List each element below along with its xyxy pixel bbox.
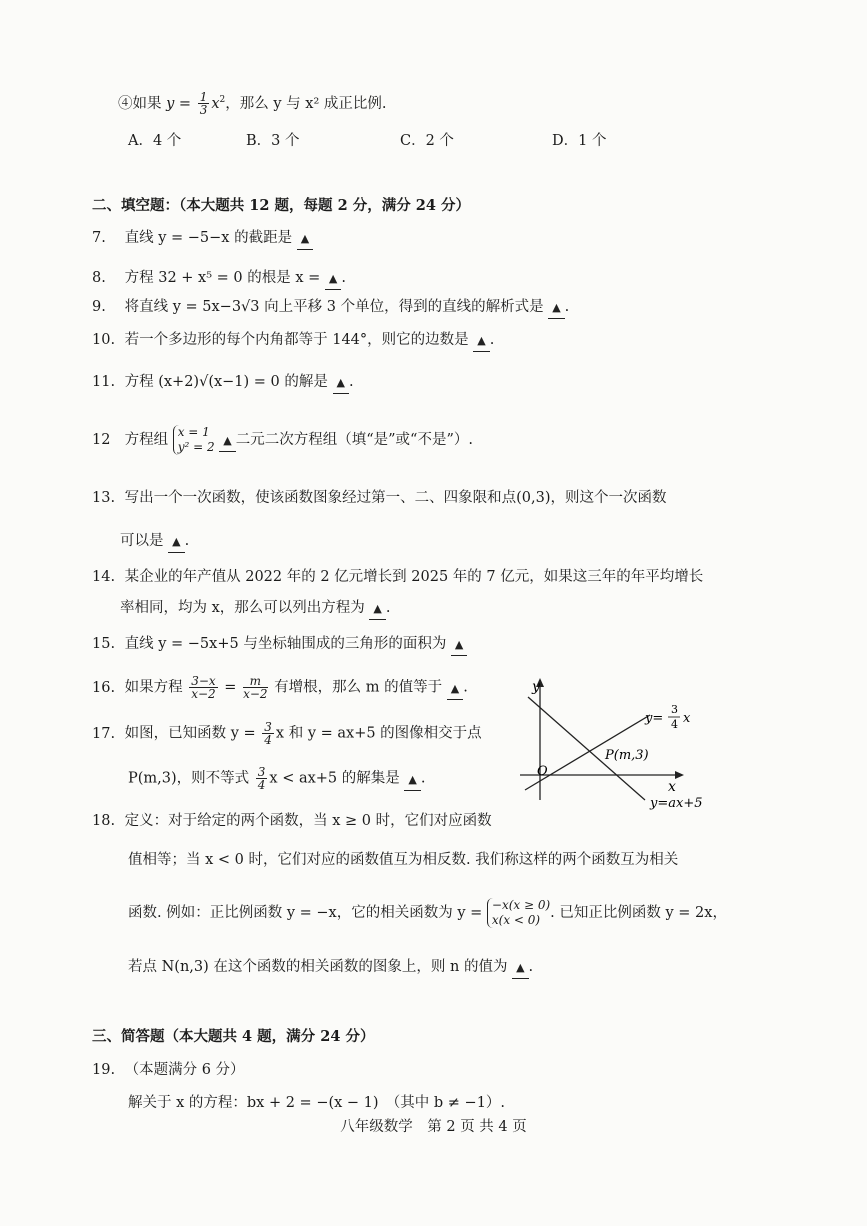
q13-answer-blank: ▲ xyxy=(168,532,184,553)
q15-answer-blank: ▲ xyxy=(451,635,467,656)
q15-text: 直线 y = −5x+5 与坐标轴围成的三角形的面积为 xyxy=(124,636,447,652)
q9-text: 将直线 y = 5x−3√3 向上平移 3 个单位，得到的直线的解析式是 xyxy=(124,299,544,315)
q17-period: . xyxy=(420,770,426,787)
option-d: D．1 个 xyxy=(552,133,607,149)
q12-answer-blank: ▲ xyxy=(219,431,235,452)
question-13-line1 xyxy=(92,488,666,508)
q17-fraction-2 xyxy=(256,766,268,791)
q18-piecewise xyxy=(487,898,550,928)
q14-text: 某企业的年产值从 2022 年的 2 亿元增长到 2025 年的 7 亿元，如果这三年的年平均增长 xyxy=(124,569,704,585)
q16-fraction-left xyxy=(189,675,217,700)
question-9 xyxy=(92,297,569,319)
q11-answer-blank: ▲ xyxy=(333,373,349,394)
question-19-line2: 解关于 x 的方程：bx + 2 = −(x − 1) （其中 b ≠ −1）. xyxy=(128,1095,506,1111)
q11-number: 11. xyxy=(92,374,116,390)
q16-answer-blank: ▲ xyxy=(447,679,463,700)
q12-number: 12 xyxy=(92,432,111,448)
line1-frac-num: 3 xyxy=(671,703,678,716)
q17-f2-den: 4 xyxy=(257,778,266,792)
q17-number: 17. xyxy=(92,725,116,742)
question-18-line3 xyxy=(128,898,727,928)
q19-number: 19. xyxy=(92,1062,116,1078)
q7-number: 7. xyxy=(92,230,106,246)
q9-period: . xyxy=(564,299,570,315)
question-16 xyxy=(92,675,468,700)
function-graph xyxy=(510,675,725,815)
line1-frac-den: 4 xyxy=(671,718,678,731)
q16-fraction-right xyxy=(243,675,267,700)
line2-label: y=ax+5 xyxy=(650,796,703,811)
point-p-label: P(m,3) xyxy=(605,748,649,763)
statement-4: ④如果 y = $\frac{1}{3}$ $x^2$，那么 y 与 x² 成正比例. xyxy=(118,90,387,118)
q13-text-2: 可以是 xyxy=(120,533,164,549)
question-18-line1 xyxy=(92,811,492,831)
q18-text-3a: 函数. 例如：正比例函数 y = −x，它的相关函数为 y = xyxy=(128,905,483,921)
q18-period: . xyxy=(528,959,534,975)
q12-text: 方程组 xyxy=(124,432,169,448)
line1-label: y= xyxy=(645,711,664,726)
q17-f2-num: 3 xyxy=(257,765,266,779)
q18-text-3b: . 已知正比例函数 y = 2x， xyxy=(550,905,727,921)
q8-text: 方程 32 + x⁵ = 0 的根是 x = xyxy=(124,270,321,286)
q16-text: 如果方程 xyxy=(124,679,183,696)
q12-eq1: x = 1 xyxy=(177,425,210,439)
x-axis-arrow xyxy=(675,771,684,779)
page-footer: 八年级数学 第 2 页 共 4 页 xyxy=(340,1119,527,1135)
question-15 xyxy=(92,634,467,656)
q10-text: 若一个多边形的每个内角都等于 144°，则它的边数是 xyxy=(124,332,469,348)
q17-text-d: x < ax+5 的解集是 xyxy=(269,770,400,787)
question-12 xyxy=(92,425,473,455)
option-c: C．2 个 xyxy=(400,133,454,149)
q16-f2-num: m xyxy=(243,675,267,688)
question-10 xyxy=(92,330,494,352)
question-19 xyxy=(92,1060,245,1080)
y-axis-label: y xyxy=(532,679,540,695)
q10-period: . xyxy=(489,332,495,348)
q17-text-c: P(m,3)，则不等式 xyxy=(128,770,250,787)
q18-case1: −x(x ≥ 0) xyxy=(491,898,551,912)
option-b: B．3 个 xyxy=(246,133,300,149)
statement-4-prefix: ④如果 xyxy=(118,95,162,112)
q16-f1-den: x−2 xyxy=(191,687,216,701)
statement-4-suffix: ，那么 y 与 x² 成正比例. xyxy=(225,95,387,112)
q17-fraction xyxy=(262,721,274,746)
q17-text-a: 如图，已知函数 y = xyxy=(124,725,256,742)
q17-f-den: 4 xyxy=(264,733,272,747)
q16-period: . xyxy=(463,679,468,696)
q8-period: . xyxy=(341,270,346,286)
q8-number: 8. xyxy=(92,270,106,286)
q13-text: 写出一个一次函数，使该函数图象经过第一、二、四象限和点(0,3)，则这个一次函数 xyxy=(124,490,667,506)
option-a: A．4 个 xyxy=(128,133,182,149)
q7-answer-blank: ▲ xyxy=(297,229,313,250)
q12-equation-system xyxy=(173,425,215,455)
q18-case2: x(x < 0) xyxy=(491,913,541,927)
q11-text: 方程 (x+2)√(x−1) = 0 的解是 xyxy=(124,374,328,390)
q18-text-1: 定义：对于给定的两个函数，当 x ≥ 0 时，它们对应函数 xyxy=(124,813,492,829)
q11-period: . xyxy=(348,374,354,390)
question-14-line1 xyxy=(92,567,703,587)
q9-number: 9. xyxy=(92,299,106,315)
question-17-line2 xyxy=(128,766,425,791)
q8-answer-blank: ▲ xyxy=(325,269,341,290)
q13-period: . xyxy=(184,533,190,549)
question-8 xyxy=(92,268,346,290)
question-14-line2 xyxy=(120,598,390,620)
q18-number: 18. xyxy=(92,813,116,829)
q18-text-4: 若点 N(n,3) 在这个函数的相关函数的图象上，则 n 的值为 xyxy=(128,959,508,975)
section-2-title: 二、填空题：（本大题共 12 题，每题 2 分，满分 24 分） xyxy=(92,197,470,214)
q17-text-b: x 和 y = ax+5 的图像相交于点 xyxy=(275,725,482,742)
section-3-title: 三、简答题（本大题共 4 题，满分 24 分） xyxy=(92,1028,375,1045)
q14-period: . xyxy=(385,600,391,616)
q14-answer-blank: ▲ xyxy=(369,599,385,620)
question-13-line2 xyxy=(120,531,189,553)
q12-tail: 二元二次方程组（填“是”或“不是”）. xyxy=(235,432,473,448)
question-18-line2: 值相等；当 x < 0 时，它们对应的函数值互为相反数. 我们称这样的两个函数互为相关 xyxy=(128,852,679,868)
q12-eq2: y² = 2 xyxy=(177,440,215,454)
question-11 xyxy=(92,372,354,394)
q7-text: 直线 y = −5−x 的截距是 xyxy=(124,230,293,246)
q13-number: 13. xyxy=(92,490,116,506)
q16-f1-num: 3−x xyxy=(191,674,216,688)
q17-answer-blank: ▲ xyxy=(404,770,420,791)
q16-text-2: 有增根，那么 m 的值等于 xyxy=(274,679,443,696)
q17-f-num: 3 xyxy=(264,720,272,734)
q19-score-note: （本题满分 6 分） xyxy=(124,1062,245,1078)
origin-label: O xyxy=(537,764,548,779)
question-18-line4 xyxy=(128,957,533,979)
q15-number: 15. xyxy=(92,636,116,652)
q16-f2-den: x−2 xyxy=(243,687,268,701)
q16-number: 16. xyxy=(92,679,116,696)
x-axis-label: x xyxy=(668,779,676,795)
q16-equals: = xyxy=(224,679,237,696)
line1-x: x xyxy=(683,711,691,726)
q14-text-2: 率相同，均为 x，那么可以列出方程为 xyxy=(120,600,365,616)
q14-number: 14. xyxy=(92,569,116,585)
fraction-one-third: $\frac{1}{3}$ xyxy=(199,90,208,118)
question-17-line1 xyxy=(92,721,482,746)
q10-number: 10. xyxy=(92,332,116,348)
q9-answer-blank: ▲ xyxy=(548,298,564,319)
q18-answer-blank: ▲ xyxy=(512,958,528,979)
q10-answer-blank: ▲ xyxy=(473,331,489,352)
question-7 xyxy=(92,228,313,250)
